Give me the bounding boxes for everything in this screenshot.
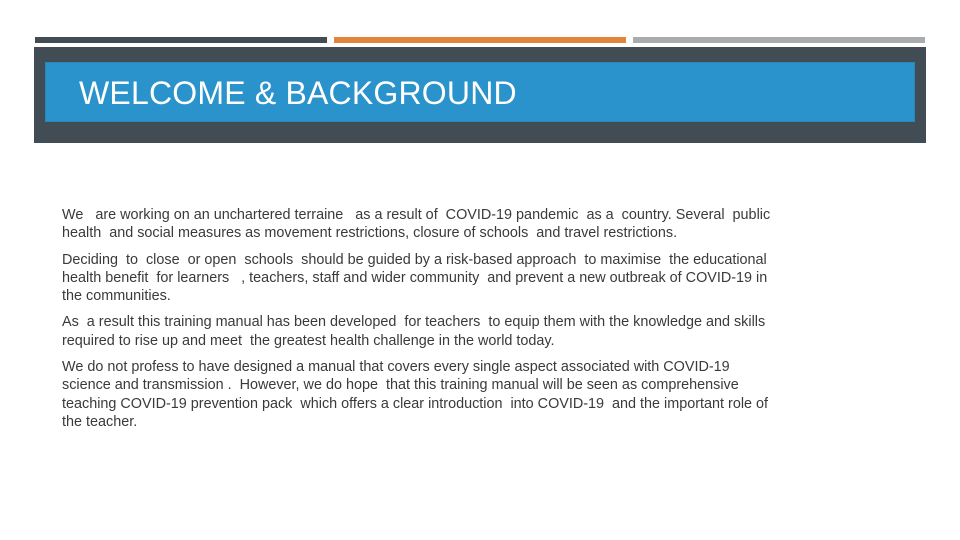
body-paragraph-2: Deciding to close or open schools should be guided by a risk-based approach to maximise the educational health benefit for learners , teachers, staff and wider community and prevent a new outbreak of COVID-19 in the communities. — [62, 251, 768, 305]
title-band — [34, 47, 926, 143]
body-paragraph-3: As a result this training manual has been developed for teachers to equip them with the knowledge and skills required to rise up and meet the greatest health challenge in the world today. — [62, 314, 766, 349]
accent-stripe-dark — [35, 37, 327, 43]
body-paragraph-1: We are working on an unchartered terraine as a result of COVID-19 pandemic as a country. Several public health and social measures as movement restrictions, closure of schools and travel restrictions. — [62, 207, 771, 242]
slide-title: WELCOME & BACKGROUND — [79, 75, 517, 111]
accent-stripe-gray — [633, 37, 925, 43]
accent-stripe-orange — [334, 37, 626, 43]
title-box — [45, 62, 915, 122]
body-paragraph-4: We do not profess to have designed a manual that covers every single aspect associated with COVID-19 science and transmission . However, we do hope that this training manual will be seen as comprehensive teaching COVID-19 prevention pack which offers a clear introduction into COVID-19 and the important role of the teacher. — [62, 359, 769, 430]
slide-body — [62, 206, 904, 439]
